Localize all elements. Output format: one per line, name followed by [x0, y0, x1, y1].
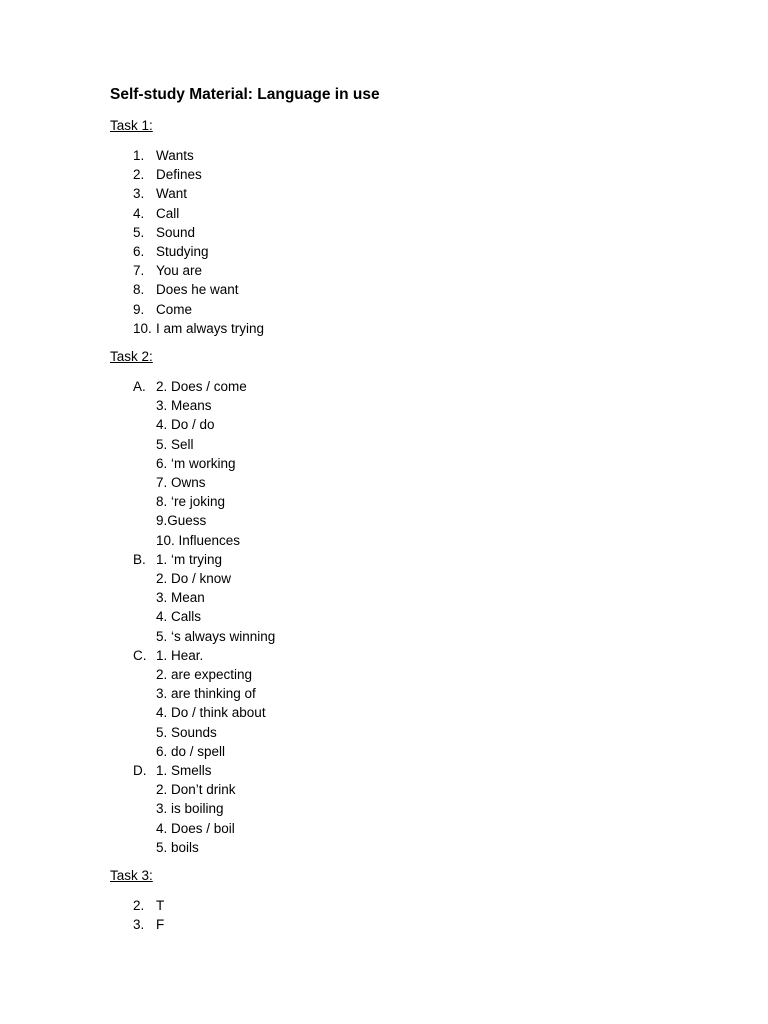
list-item-text: Call	[156, 205, 180, 221]
list-item: 6. do / spell	[156, 743, 226, 759]
section-letter: B.	[133, 551, 146, 567]
list-item: 5. Sounds	[156, 724, 217, 740]
list-item: 3. is boiling	[156, 801, 224, 817]
list-item-number: 6.	[133, 244, 145, 259]
list-item: 2. Don’t drink	[156, 782, 236, 798]
list-item: 4. Do / do	[156, 417, 215, 433]
section-letter: D.	[133, 763, 147, 778]
list-item: 10. Influences	[156, 532, 241, 548]
list-item: 3. Mean	[156, 590, 205, 606]
list-item-text: Studying	[156, 244, 209, 259]
list-item-number: 4.	[133, 205, 145, 221]
page-title: Self-study Material: Language in use	[110, 86, 380, 103]
list-item-number: 8.	[133, 282, 145, 298]
list-item: 5. boils	[156, 839, 199, 855]
list-item-text: Does he want	[156, 282, 239, 298]
list-item: 1. ‘m trying	[156, 551, 223, 567]
task3-heading: Task 3:	[110, 868, 153, 883]
list-item: 1. Hear.	[156, 647, 204, 663]
list-item: 4. Do / think about	[156, 705, 266, 721]
task1-heading: Task 1:	[110, 118, 153, 133]
task2-heading: Task 2:	[110, 349, 153, 364]
list-item-number: 2.	[133, 167, 145, 183]
list-item-number: 10.	[133, 320, 152, 336]
list-item: 2. are expecting	[156, 667, 253, 682]
list-item-text: Come	[156, 301, 193, 317]
list-item: 7. Owns	[156, 475, 206, 490]
list-item-text: T	[156, 898, 165, 913]
list-item-text: Sound	[156, 224, 196, 240]
list-item-number: 9.	[133, 301, 145, 317]
list-item-text: Wants	[156, 148, 194, 163]
list-item: 2. Do / know	[156, 571, 232, 586]
list-item-number: 3.	[133, 917, 145, 933]
list-item-text: Defines	[156, 167, 202, 183]
list-item: 5. ‘s always winning	[156, 628, 276, 644]
list-item-number: 1.	[133, 148, 145, 163]
list-item: 3. are thinking of	[156, 686, 256, 702]
list-item-number: 5.	[133, 224, 145, 240]
list-item: 4. Calls	[156, 609, 202, 625]
list-item: 2. Does / come	[156, 379, 247, 394]
list-item-text: You are	[156, 263, 203, 279]
list-item: 3. Means	[156, 398, 212, 414]
list-item-text: F	[156, 917, 165, 933]
list-item: 9.Guess	[156, 513, 207, 529]
list-item-number: 2.	[133, 898, 145, 913]
section-letter: A.	[133, 379, 146, 394]
list-item: 5. Sell	[156, 436, 194, 452]
list-item-number: 3.	[133, 186, 145, 202]
list-item-number: 7.	[133, 263, 145, 279]
list-item: 6. ‘m working	[156, 455, 236, 471]
section-letter: C.	[133, 647, 147, 663]
list-item: 8. ‘re joking	[156, 494, 226, 510]
list-item: 1. Smells	[156, 763, 212, 778]
list-item-text: I am always trying	[156, 320, 265, 336]
list-item-text: Want	[156, 186, 188, 202]
list-item: 4. Does / boil	[156, 820, 235, 836]
